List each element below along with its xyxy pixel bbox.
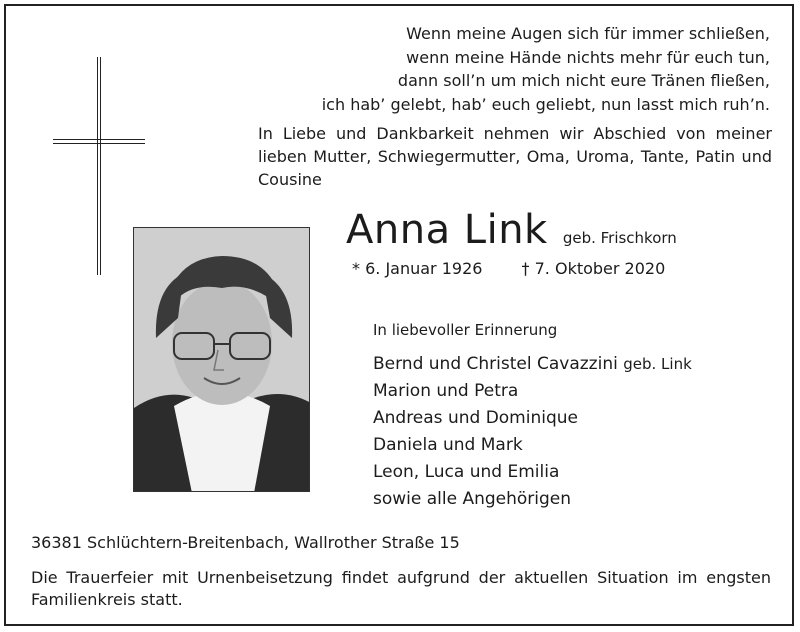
mourner-birth-name: geb. Link [623, 355, 692, 373]
mourner-name: Bernd und Christel Cavazzini [373, 354, 618, 374]
funeral-notice: Die Trauerfeier mit Urnenbeisetzung findet aufgrund der aktuellen Situation im engsten Familienkreis statt. [31, 568, 771, 609]
mourner-entry: Leon, Luca und Emilia [373, 462, 560, 482]
poem-line: wenn meine Hände nichts mehr für euch tun, [406, 47, 770, 67]
life-dates [352, 259, 665, 278]
address: 36381 Schlüchtern-Breitenbach, Wallrother Straße 15 [31, 533, 460, 552]
mourner-entry: sowie alle Angehörigen [373, 489, 572, 509]
mourner-entry: Daniela und Mark [373, 435, 523, 455]
poem-line: dann soll’n um mich nicht eure Tränen fließen, [397, 71, 770, 90]
mourner-entry [373, 351, 692, 378]
mourner-entry: Andreas und Dominique [373, 408, 578, 428]
poem-line: Wenn meine Augen sich für immer schließen, [406, 24, 770, 43]
deceased-birth-name: geb. Frischkorn [562, 229, 677, 247]
cross-icon-horizontal [53, 139, 145, 144]
death-date: † 7. Oktober 2020 [521, 259, 666, 278]
birth-date: * 6. Januar 1926 [352, 259, 483, 278]
mourners-list [373, 351, 692, 513]
deceased-name-line [346, 207, 677, 253]
deceased-name: Anna Link [346, 207, 548, 253]
mourner-entry: Marion und Petra [373, 381, 519, 401]
poem [322, 22, 770, 116]
intro-text: In Liebe und Dankbarkeit nehmen wir Abschied von meiner lieben Mutter, Schwiegermutter, Oma, Uroma, Tante, Patin und Cousine [258, 124, 772, 189]
poem-line: ich hab’ gelebt, hab’ euch geliebt, nun lasst mich ruh’n. [321, 94, 770, 114]
cross-icon-vertical [97, 57, 101, 275]
portrait-photo [133, 227, 310, 492]
memory-heading: In liebevoller Erinnerung [373, 321, 558, 339]
